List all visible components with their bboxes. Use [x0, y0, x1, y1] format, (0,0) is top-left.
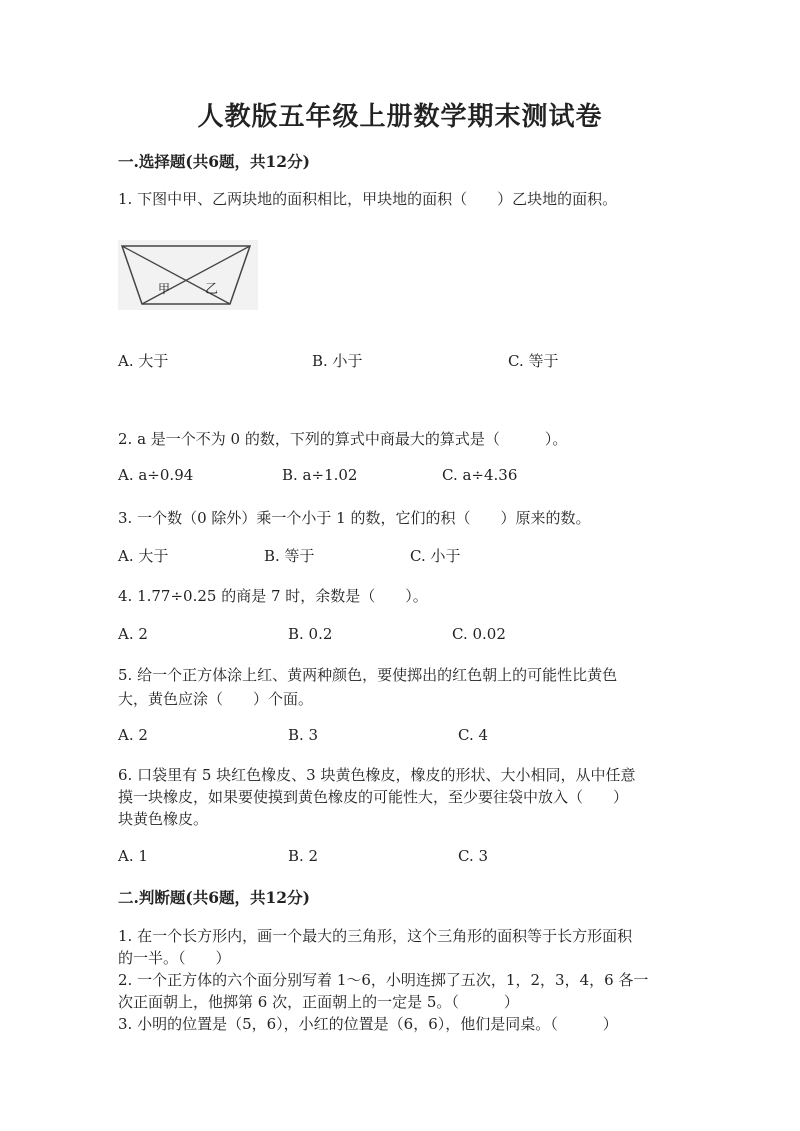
- question-6-text-line-3: 块黄色橡皮。: [118, 810, 209, 828]
- figure-label-yi: 乙: [205, 282, 219, 297]
- trapezoid-figure: [118, 240, 258, 310]
- section-heading-multiple-choice: 一.选择题(共6题，共12分): [118, 152, 310, 171]
- question-2-option-b[interactable]: B. a÷1.02: [282, 466, 358, 484]
- question-1-option-b[interactable]: B. 小于: [312, 352, 363, 370]
- question-6-option-a[interactable]: A. 1: [118, 847, 148, 865]
- question-4-option-c[interactable]: C. 0.02: [452, 625, 506, 643]
- question-2-option-a[interactable]: A. a÷0.94: [118, 466, 194, 484]
- question-4-text: 4. 1.77÷0.25 的商是 7 时，余数是（ ）。: [118, 587, 428, 605]
- question-3-option-a[interactable]: A. 大于: [118, 547, 169, 565]
- question-5-text-line-2: 大，黄色应涂（ ）个面。: [118, 690, 314, 708]
- question-6-text-line-2: 摸一块橡皮，如果要使摸到黄色橡皮的可能性大，至少要往袋中放入（ ）: [118, 788, 629, 806]
- tf-question-3: 3. 小明的位置是（5，6），小红的位置是（6，6），他们是同桌。（ ）: [118, 1015, 618, 1033]
- question-1-option-c[interactable]: C. 等于: [508, 352, 559, 370]
- figure-label-jia: 甲: [158, 282, 171, 296]
- question-4-option-b[interactable]: B. 0.2: [288, 625, 333, 643]
- question-3-option-c[interactable]: C. 小于: [410, 547, 461, 565]
- tf-question-2-line-1: 2. 一个正方体的六个面分别写着 1～6，小明连掷了五次，1，2，3，4，6 各一: [118, 971, 649, 989]
- question-2-text: 2. a 是一个不为 0 的数，下列的算式中商最大的算式是（ ）。: [118, 430, 568, 448]
- question-5-option-a[interactable]: A. 2: [118, 726, 148, 744]
- question-1-text: 1. 下图中甲、乙两块地的面积相比，甲块地的面积（ ）乙块地的面积。: [118, 190, 618, 208]
- question-5-text-line-1: 5. 给一个正方体涂上红、黄两种颜色，要使掷出的红色朝上的可能性比黄色: [118, 666, 618, 684]
- question-1-option-a[interactable]: A. 大于: [118, 352, 169, 370]
- question-3-option-b[interactable]: B. 等于: [264, 547, 315, 565]
- section-heading-true-false: 二.判断题(共6题，共12分): [118, 888, 310, 907]
- tf-question-1-line-2: 的一半。（ ）: [118, 949, 231, 967]
- tf-question-2-line-2: 次正面朝上，他掷第 6 次，正面朝上的一定是 5。（ ）: [118, 993, 519, 1011]
- question-3-text: 3. 一个数（0 除外）乘一个小于 1 的数，它们的积（ ）原来的数。: [118, 509, 591, 527]
- question-6-option-c[interactable]: C. 3: [458, 847, 489, 865]
- question-4-option-a[interactable]: A. 2: [118, 625, 148, 643]
- question-2-option-c[interactable]: C. a÷4.36: [442, 466, 518, 484]
- question-5-option-b[interactable]: B. 3: [288, 726, 319, 744]
- question-6-text-line-1: 6. 口袋里有 5 块红色橡皮、3 块黄色橡皮，橡皮的形状、大小相同，从中任意: [118, 766, 636, 784]
- question-5-option-c[interactable]: C. 4: [458, 726, 489, 744]
- question-6-option-b[interactable]: B. 2: [288, 847, 319, 865]
- page-title: 人教版五年级上册数学期末测试卷: [197, 102, 603, 132]
- tf-question-1-line-1: 1. 在一个长方形内，画一个最大的三角形，这个三角形的面积等于长方形面积: [118, 927, 633, 945]
